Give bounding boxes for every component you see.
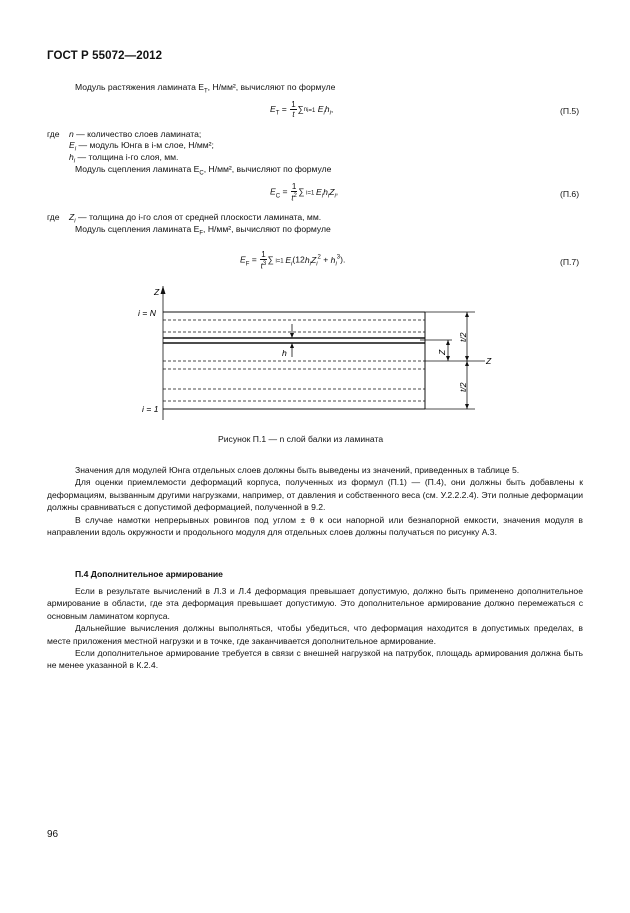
h-label: h [282,348,287,358]
section-text [47,585,583,672]
section-paragraph-3: Если дополнительное армирование требуется в связи с внешней нагрузкой на патрубок, площадь армирования должна быть не менее указанной в К.2.4. [47,648,583,671]
layer-bottom-label: i = 1 [142,404,159,414]
where-label-2: где [47,212,60,222]
formula-p6-number: (П.6) [560,189,580,199]
page-number: 96 [47,829,59,840]
formula-intro-ec: Модуль сцепления ламината $E_C$, Н/мм², вычисляют по формуле [75,164,332,177]
formula-p5: $E_T$ = $\frac{1}{t}$ $\sum_{^n}i=1$ $E_ih_i$, [270,100,334,119]
formula-p7: $E_F$ = $\frac{1}{t^3}$ ∑ i=1 $E_i(12h_iZ_i^2 + h_i^3)$. [240,250,346,271]
section-paragraph-1: Если в результате вычислений в Л.3 и Л.4 деформация превышает допустимую, должно быть применено дополнительное армирование в области, где эта деформация превышает допустимую. Это дополнительное армирование должно перемежаться с основным ламинатом корпуса. [47,586,583,621]
where-label-1: где [47,129,60,139]
page-header: ГОСТ Р 55072—2012 [47,50,163,62]
body-paragraph-2: Для оценки приемлемости деформаций корпуса, полученных из формул (П.1) — (П.4), они должны быть добавлены к деформациям, вызванным другими нагрузками, например, от давления и собственного веса (см. У.2.2.2.4). Эти полные деформации должны сравниваться с допустимой деформацией, полученной в 9.2. [47,477,583,513]
figure-caption: Рисунок П.1 — n слой балки из ламината [218,434,384,444]
laminate-diagram [130,282,500,424]
body-paragraph-3: В случае намотки непрерывных ровингов под углом ± θ к оси напорной или безнапорной емкости, значения модуля в направлении вдоль окружности и продольного модуля для отдельных слоев должны получаться по рисунку А.3. [47,514,583,538]
formula-intro-ef: Модуль сцепления ламината $E_F$, Н/мм², вычисляют по формуле [75,224,331,237]
formula-p7-number: (П.7) [560,257,580,267]
formula-intro-et: Модуль растяжения ламината $E_T$, Н/мм², вычисляют по формуле [75,82,336,95]
body-text [47,464,583,538]
t-half-bottom-label: t/2 [458,382,468,392]
z-right-label: Z [486,356,492,366]
formula-p5-number: (П.5) [560,106,580,116]
body-paragraph-1: Значения для модулей Юнга отдельных слоев должны быть выведены из значений, приведенных в таблице 5. [75,465,520,475]
where-e-line: $E_i$ — модуль Юнга в i-м слое, Н/мм²; [69,140,214,153]
where-n-line: n — количество слоев ламината; [69,129,202,139]
z-axis-label: Z [154,287,160,297]
formula-p6: $E_C$ = $\frac{1}{t^2}$ ∑ i=1 $E_ih_iZ_i$, [270,182,339,203]
section-paragraph-2: Дальнейшие вычисления должны выполняться, чтобы убедиться, что деформация находится в допустимых пределах, в месте приложения местной нагрузки и в точке, где заканчивается дополнительное армирование. [47,623,583,646]
where-h-line: $h_i$ — толщина i-го слоя, мм. [69,152,179,165]
t-half-top-label: t/2 [458,332,468,342]
section-title: П.4 Дополнительное армирование [75,569,223,579]
where-z-line: $Z_i$ — толщина до i-го слоя от средней плоскости ламината, мм. [69,212,322,225]
layer-top-label: i = N [138,308,156,318]
zi-label: Z [437,349,447,355]
